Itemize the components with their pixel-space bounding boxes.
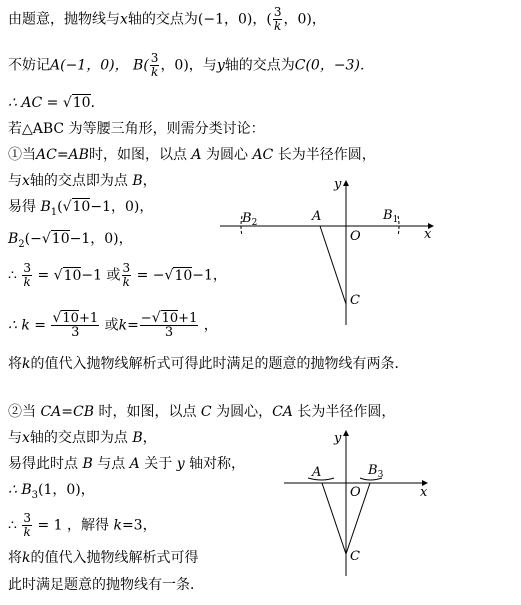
numerator: 3 [23,511,32,525]
sqrt-icon: √ [41,231,51,247]
text: 长为半径作圆， [297,404,396,420]
line-2 [8,52,374,79]
y-label: y [334,178,342,192]
text: 将 [8,356,22,372]
math: ∴ B [8,482,32,498]
text: ，0)，与 [160,57,217,74]
text: 或 [104,317,119,334]
text: 关于 [144,456,173,472]
text: ①当 [8,147,36,163]
math: B [132,430,143,446]
line-8 [8,230,133,254]
text: 将 [8,550,22,566]
text: ， [142,430,157,446]
fraction [140,312,199,339]
line-9 [8,262,227,289]
b2-letter: B [242,211,252,226]
b1-sub: 1 [392,215,399,225]
numerator: 3 [150,51,159,65]
text: ∴ [8,517,17,534]
text: ∴ AC = [8,95,59,111]
text: 由题意，抛物线与 [8,11,120,28]
math: CA=CB [40,404,95,420]
text: 与 [8,173,22,189]
math: A [191,147,202,163]
text: = − [136,267,165,284]
line-6 [8,172,157,190]
line-12 [8,403,395,421]
sqrt-icon: √ [52,310,62,326]
text: 与 [8,430,22,446]
fraction [51,312,99,339]
text: −1， [192,267,227,284]
text: 为圆心， [216,404,273,420]
math: k [22,550,31,566]
fraction [273,6,283,33]
text: ， [203,317,218,334]
math: k [22,356,31,372]
text: 轴的交点为 [224,57,295,74]
text: ∴ k = [8,317,47,334]
math: B [132,173,143,189]
text: 轴的交点即为点 [29,430,128,446]
line-11 [8,355,408,373]
denominator: k [122,275,130,289]
b3-letter: B [368,463,378,478]
text: 的值代入抛物线解析式可得此时满足的题意的抛物线有两条． [30,356,409,372]
b2-label [241,211,257,228]
sqrt-value: 10 [72,199,91,215]
b3-sub: 3 [377,470,384,480]
fraction [22,512,32,539]
text: = [127,317,139,334]
sqrt-value: 10 [161,311,179,326]
fraction [150,52,160,79]
sqrt-icon: √ [62,95,72,111]
y-axis-arrow-icon [343,430,349,436]
numerator [51,312,99,326]
point-c: C(0，−3)． [294,57,374,74]
text: ． [90,95,105,111]
segment-ac [320,226,346,304]
line-3 [8,94,105,112]
text: 易得 [8,199,36,215]
text: 时，如图，以点 [98,404,197,420]
text: ，0)， [283,11,326,28]
text: 与点 [97,456,126,472]
sqrt-value: 10 [51,231,70,247]
line-14 [8,455,245,473]
a-label: A [312,465,322,480]
math: B [82,456,93,472]
text: 不妨记 [8,57,50,74]
point-b: B( [133,57,149,74]
b1-letter: B [383,208,393,223]
var-x: x [120,11,128,28]
text: ( [57,199,63,215]
math: k [113,517,122,534]
math: B [8,231,19,247]
figure-1 [220,178,435,328]
text: = [37,267,50,284]
y-axis-arrow-icon [343,180,349,186]
text: 轴对称， [189,456,246,472]
denominator: k [150,65,159,79]
denominator: 3 [71,325,80,340]
sqrt-value: 10 [63,267,82,284]
var-y: y [176,456,185,472]
math: AC=AB [36,147,89,163]
text: −1 或 [81,267,121,284]
numerator: 3 [23,261,32,275]
line-1 [8,6,326,33]
line-5 [8,146,376,164]
text: ②当 [8,404,36,420]
text: ∴ [8,267,17,284]
point: (−1，0)， [197,11,267,28]
text: 的值代入抛物线解析式可得 [30,550,199,566]
y-label: y [334,431,342,446]
text: =3， [121,517,157,534]
text: 时，如图，以点 [88,147,187,163]
text: (1，0)， [38,482,95,498]
text: 长为半径作圆， [277,147,376,163]
c-label: C [350,293,360,308]
math: AC [252,147,274,163]
b1-label [382,208,398,225]
b2-sub: 2 [251,218,258,228]
sqrt-value: 10 [62,311,79,326]
denominator: 3 [164,325,174,340]
math: CA [272,404,293,420]
x-label: x [424,227,432,242]
math: C [200,404,212,420]
o-label: O [350,485,361,500]
text: − [140,311,152,326]
sqrt-icon: √ [164,267,174,284]
subscript: 1 [50,206,58,218]
line-17 [8,549,198,567]
var-x: x [22,173,30,189]
sqrt-icon: √ [62,199,72,215]
text: = 1 ，解得 [37,517,110,534]
text: 易得此时点 [8,456,78,472]
subscript: 2 [18,238,25,250]
point-a: A(−1，0)， [50,57,129,74]
line-16 [8,512,157,539]
var-x: x [22,430,30,446]
subscript: 3 [31,489,39,501]
denominator: k [23,275,31,289]
sqrt-icon: √ [151,310,161,326]
numerator [140,312,199,326]
line-13 [8,429,157,447]
sqrt-value: 10 [174,267,193,284]
text: ( [266,11,272,28]
line-4: 若△ABC 为等腰三角形，则需分类讨论： [8,121,265,137]
text: −1，0)， [69,231,133,247]
line-18: 此时满足题意的抛物线有一条． [8,577,204,593]
text: 轴的交点为 [127,11,198,28]
numerator: 3 [122,261,131,275]
text: (− [24,231,42,247]
math: A [129,456,140,472]
math: k [118,317,128,334]
text: −1，0)， [90,199,154,215]
var-y: y [216,57,225,74]
figure-2 [282,426,432,578]
fraction [122,262,132,289]
denominator: k [274,19,282,33]
b3-label [367,463,384,480]
x-label: x [420,485,428,500]
sqrt-value: 10 [72,95,91,111]
text: ， [142,173,157,189]
c-label: C [350,549,360,564]
math: B [40,199,51,215]
sqrt-icon: √ [53,267,63,284]
line-15 [8,481,95,505]
text: +1 [178,311,198,326]
text: 为圆心 [205,147,248,163]
a-label: A [312,209,322,224]
text: 轴的交点即为点 [29,173,128,189]
numerator: 3 [273,5,282,19]
line-10 [8,312,218,339]
line-7 [8,198,153,222]
denominator: k [23,525,31,539]
segment-ca [322,483,346,554]
fraction [22,262,32,289]
text: +1 [78,311,99,326]
o-label: O [350,229,361,244]
